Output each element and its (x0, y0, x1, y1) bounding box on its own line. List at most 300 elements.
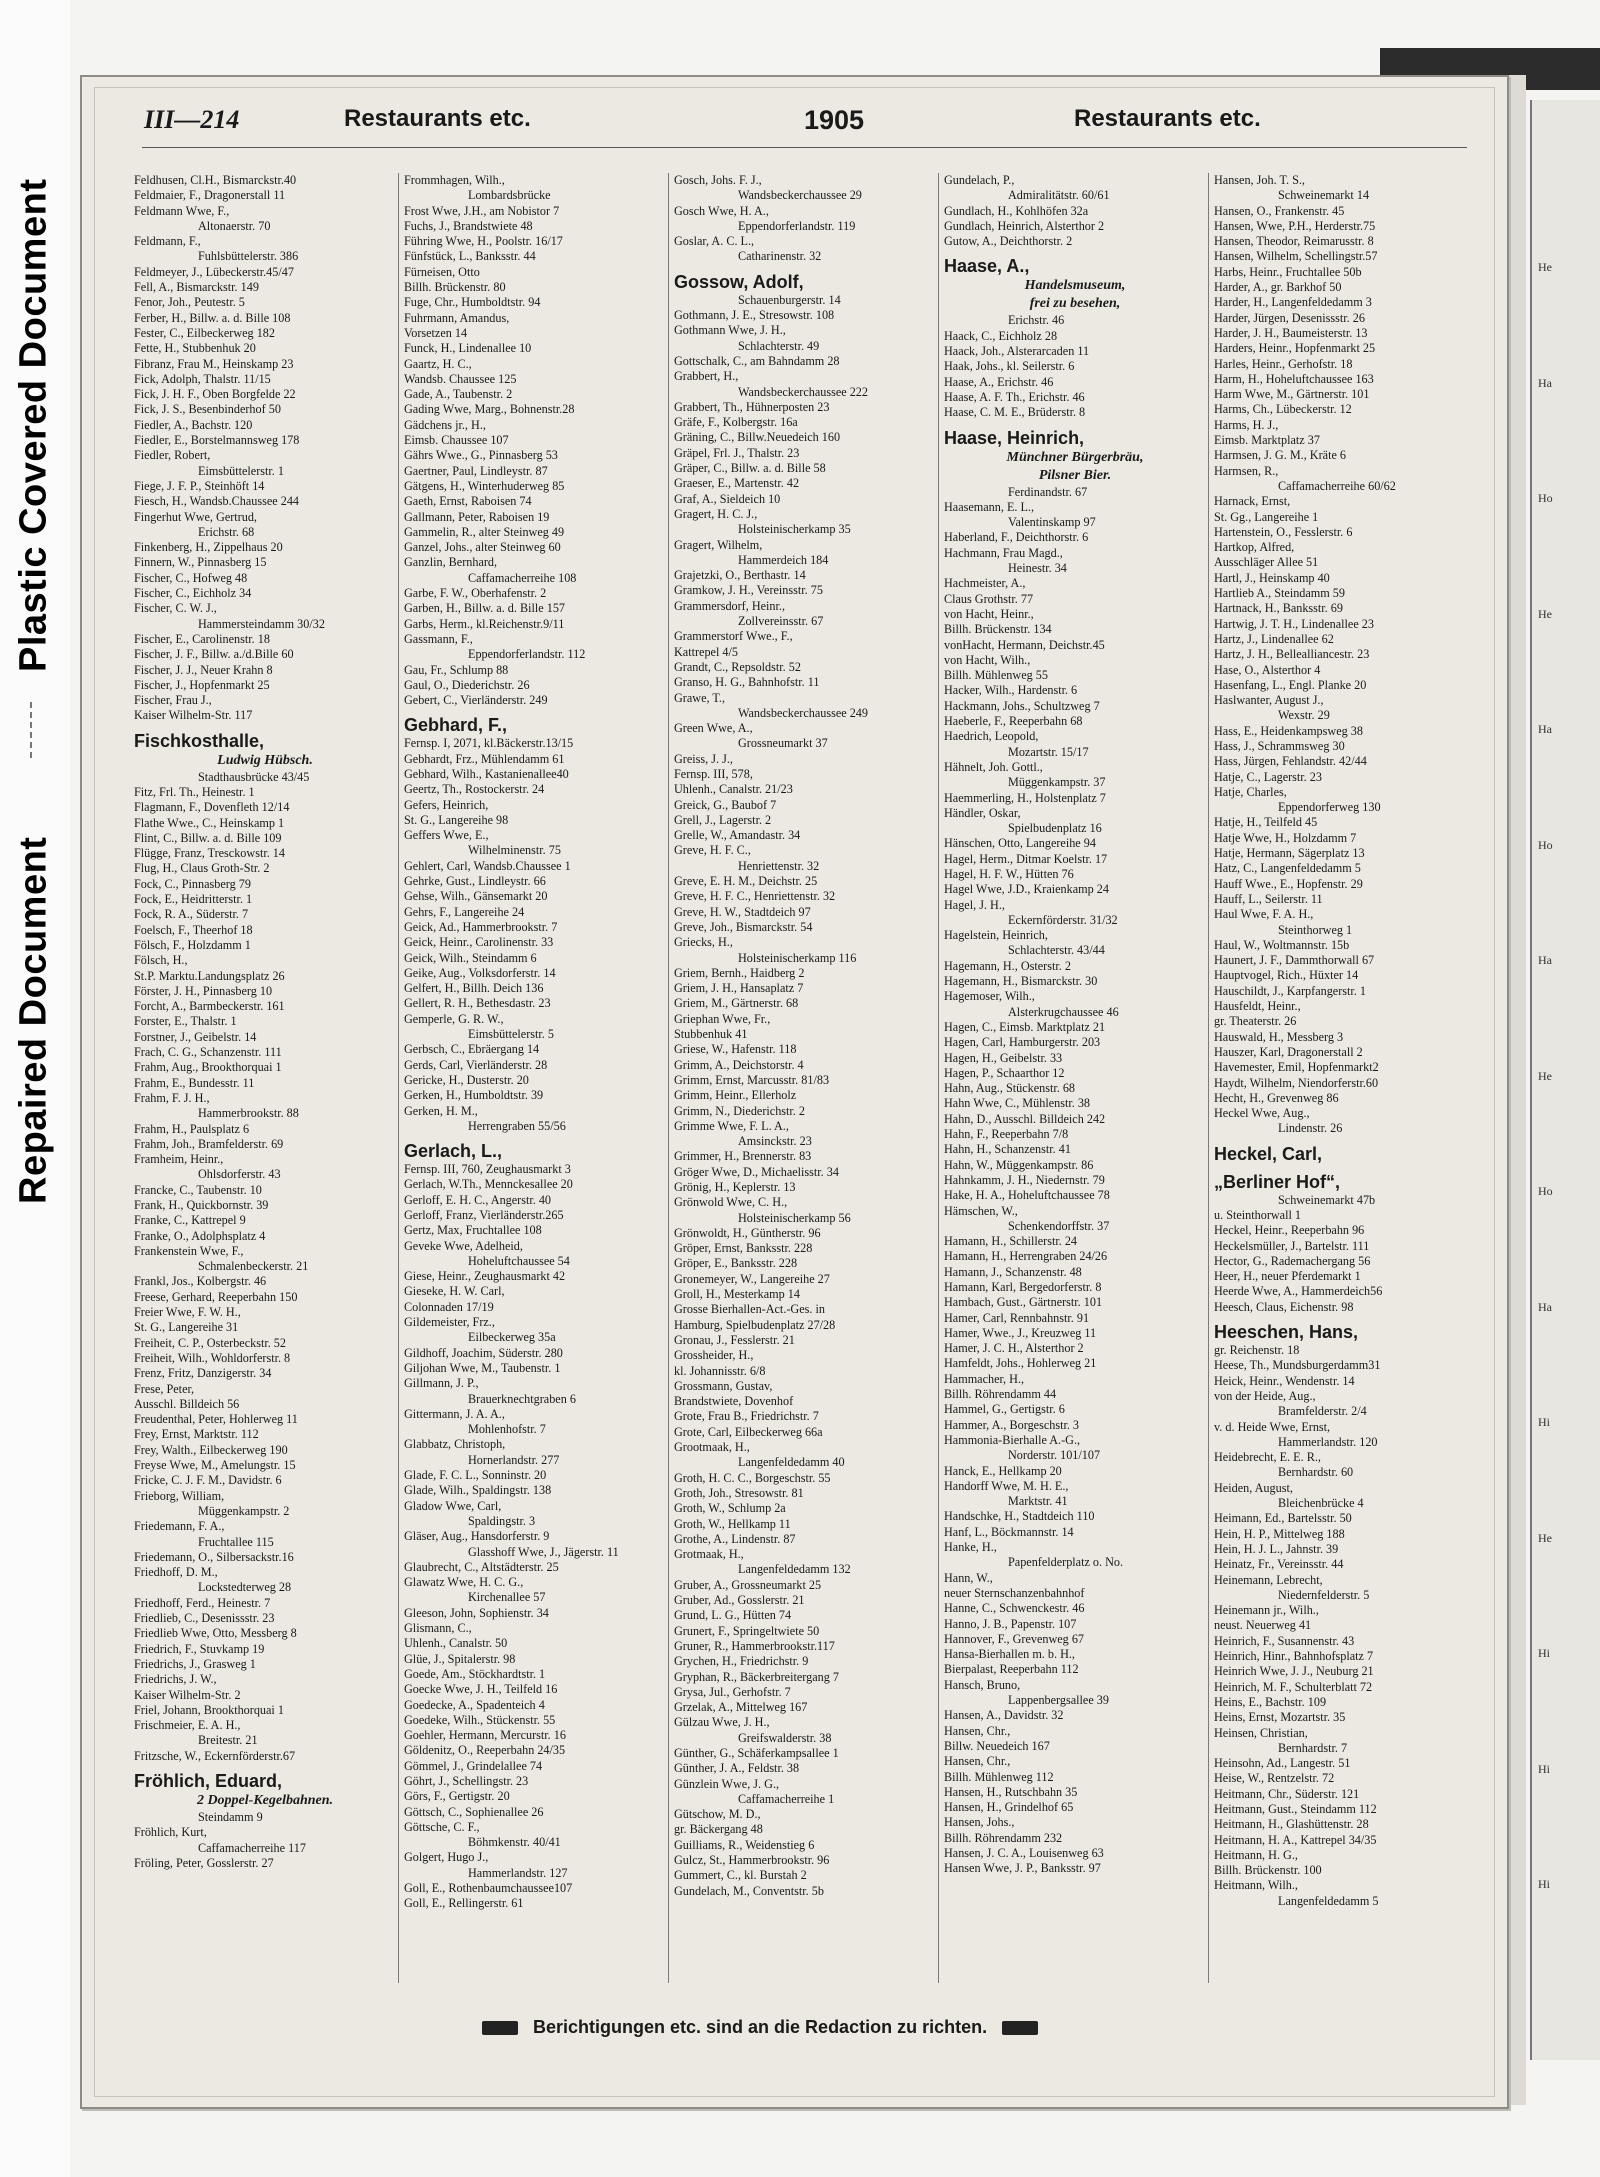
directory-entry: Hamburg, Spielbudenplatz 27/28 (674, 1317, 836, 1332)
directory-entry: Heitmann, Chr., Süderstr. 121 (1214, 1786, 1360, 1801)
directory-entry: Flügge, Franz, Tresckowstr. 14 (134, 846, 285, 861)
directory-entry: Kaiser Wilhelm-Str. 117 (134, 708, 253, 723)
directory-entry: Bernhardstr. 60 (1278, 1465, 1354, 1480)
directory-entry: Uhlenh., Canalstr. 21/23 (674, 782, 793, 797)
directory-entry: Hanne, C., Schwenckestr. 46 (944, 1601, 1085, 1616)
directory-entry: Hansen, Joh. T. S., (1214, 173, 1305, 187)
directory-entry: Heeschen, Hans, (1214, 1322, 1359, 1343)
directory-entry: Heerde Wwe, A., Hammerdeich56 (1214, 1284, 1383, 1299)
directory-entry: Gulcz, St., Hammerbrookstr. 96 (674, 1853, 830, 1868)
directory-entry: Harms, H. J., (1214, 417, 1279, 432)
directory-entry: Havemester, Emil, Hopfenmarkt2 (1214, 1060, 1379, 1075)
adjacent-page-fragment: He (1538, 260, 1552, 274)
directory-entry: Heinemann jr., Wilh., (1214, 1603, 1319, 1618)
directory-entry: Haasemann, E. L., (944, 499, 1035, 514)
directory-entry: Hansen, Chr., (944, 1754, 1011, 1769)
directory-entry: Pilsner Bier. (1038, 467, 1112, 483)
directory-entry: frei zu besehen, (1029, 296, 1121, 312)
directory-entry: Hasenfang, L., Engl. Planke 20 (1214, 677, 1367, 692)
directory-entry: Fiedler, Robert, (134, 448, 211, 463)
directory-entry: Gaertner, Paul, Lindleystr. 87 (404, 463, 548, 478)
directory-entry: Garbs, Herm., kl.Reichenstr.9/11 (404, 616, 565, 631)
directory-entry: Hansen, Wwe, P.H., Herderstr.75 (1214, 218, 1376, 233)
directory-entry: Bleichenbrücke 4 (1278, 1496, 1364, 1511)
directory-entry: Gülzau Wwe, J. H., (674, 1715, 770, 1730)
adjacent-page-fragment: Ha (1538, 1299, 1552, 1314)
directory-entry: von Hacht, Heinr., (944, 606, 1034, 621)
directory-entry: Gundlach, Heinrich, Alsterthor 2 (944, 218, 1105, 233)
directory-entry: Mozartstr. 15/17 (1008, 744, 1089, 759)
directory-entry: vonHacht, Hermann, Deichstr.45 (944, 637, 1105, 652)
directory-entry: Hartl, J., Heinskamp 40 (1214, 570, 1330, 585)
directory-entry: Hannover, F., Grevenweg 67 (944, 1631, 1085, 1646)
directory-entry: Lockstedterweg 28 (198, 1580, 292, 1595)
directory-entry: Fuhlsbüttelerstr. 386 (198, 249, 299, 264)
directory-entry: Caffamacherreihe 117 (198, 1840, 306, 1855)
directory-entry: Frahm, Aug., Brookthorquai 1 (134, 1060, 282, 1075)
directory-entry: Freyse Wwe, M., Amelungstr. 15 (134, 1458, 296, 1473)
directory-entry: Fischer, C., Eichholz 34 (134, 586, 252, 601)
directory-entry: Groth, W., Schlump 2a (674, 1501, 786, 1516)
directory-entry: Freiheit, Wilh., Wohldorferstr. 8 (134, 1350, 291, 1365)
directory-entry: Holsteinischerkamp 116 (738, 950, 857, 965)
directory-entry: Gragert, H. C. J., (674, 506, 758, 521)
directory-entry: Frey, Ernst, Marktstr. 112 (134, 1427, 259, 1442)
directory-entry: Haase, Heinrich, (944, 427, 1085, 448)
directory-entry: Glismann, C., (404, 1621, 472, 1636)
directory-entry: Fischer, J., Hopfenmarkt 25 (134, 677, 270, 692)
directory-entry: Flint, C., Billw. a. d. Bille 109 (134, 830, 282, 845)
directory-entry: Heidebrecht, E. E. R., (1214, 1450, 1321, 1465)
directory-entry: Gaeth, Ernst, Raboisen 74 (404, 494, 532, 509)
directory-entry: Norderstr. 101/107 (1008, 1448, 1101, 1463)
directory-entry: Flathe Wwe., C., Heinskamp 1 (134, 815, 285, 830)
directory-entry: Heckel Wwe, Aug., (1214, 1106, 1310, 1121)
directory-entry: Fick, J. H. F., Oben Borgfelde 22 (134, 387, 296, 402)
directory-entry: Gieseke, H. W. Carl, (404, 1284, 505, 1299)
directory-entry: Hahn, Aug., Stückenstr. 68 (944, 1081, 1076, 1096)
adjacent-page-fragment: Hi (1538, 1415, 1550, 1429)
directory-entry: Greve, Joh., Bismarckstr. 54 (674, 919, 813, 934)
directory-entry: Fernsp. III, 578, (674, 766, 753, 781)
directory-entry: Hämschen, W., (944, 1203, 1018, 1218)
directory-entry: Greifswalderstr. 38 (738, 1730, 832, 1745)
directory-entry: Hass, J., Schrammsweg 30 (1214, 738, 1345, 753)
directory-entry: Heins, Ernst, Mozartstr. 35 (1214, 1710, 1346, 1725)
directory-entry: Brauerknechtgraben 6 (468, 1391, 576, 1406)
directory-entry: Gerds, Carl, Vierländerstr. 28 (404, 1057, 548, 1072)
directory-entry: Caffamacherreihe 108 (468, 570, 577, 585)
directory-entry: Friedrichs, J., Grasweg 1 (134, 1656, 256, 1671)
directory-entry: Grund, L. G., Hütten 74 (674, 1608, 792, 1623)
directory-entry: Geick, Wilh., Steindamm 6 (404, 950, 537, 965)
directory-entry: Gladow Wwe, Carl, (404, 1498, 502, 1513)
directory-entry: Friedlieb Wwe, Otto, Messberg 8 (134, 1626, 297, 1641)
directory-entry: Gelfert, H., Billh. Deich 136 (404, 981, 544, 996)
directory-entry: Frankl, Jos., Kolbergstr. 46 (134, 1274, 267, 1289)
directory-entry: Gräfe, F., Kolbergstr. 16a (674, 415, 798, 430)
directory-entry: Garben, H., Billw. a. d. Bille 157 (404, 601, 566, 616)
directory-entry: Alsterkrugchaussee 46 (1008, 1004, 1119, 1019)
directory-entry: Uhlenh., Canalstr. 50 (404, 1636, 508, 1651)
adjacent-page-fragment: Hi (1538, 1761, 1550, 1776)
directory-entry: Grabbert, H., (674, 369, 739, 384)
directory-entry: Gallmann, Peter, Raboisen 19 (404, 509, 550, 524)
directory-entry: Hamer, Wwe., J., Kreuzweg 11 (944, 1325, 1097, 1340)
directory-entry: Heinatz, Fr., Vereinsstr. 44 (1214, 1557, 1344, 1572)
directory-entry: Gosch Wwe, H. A., (674, 203, 769, 218)
directory-entry: Billh. Röhrendamm 232 (944, 1830, 1063, 1845)
directory-entry: Grimm, N., Diederichstr. 2 (674, 1103, 805, 1118)
adjacent-page-fragment: Ho (1538, 1184, 1553, 1198)
directory-entry: Hartkop, Alfred, (1214, 540, 1295, 555)
directory-entry: Gebhard, F., (404, 715, 508, 736)
directory-entry: gr. Reichenstr. 18 (1214, 1343, 1300, 1358)
directory-entry: Gottschalk, C., am Bahndamm 28 (674, 353, 840, 368)
directory-entry: Fölsch, H., (134, 953, 188, 968)
directory-entry: Golgert, Hugo J., (404, 1850, 489, 1865)
directory-entry: Hatje Wwe, H., Holzdamm 7 (1214, 830, 1357, 845)
directory-entry: Günzlein Wwe, J. G., (674, 1776, 780, 1791)
directory-entry: Gömmel, J., Grindelallee 74 (404, 1758, 543, 1773)
directory-entry: Heinrich, Hinr., Bahnhofsplatz 7 (1214, 1649, 1374, 1664)
directory-entry: Gruner, R., Hammerbrookstr.117 (674, 1638, 835, 1653)
directory-entry: Schweinemarkt 14 (1278, 188, 1370, 203)
directory-entry: Harmsen, R., (1214, 463, 1279, 478)
directory-entry: Heitmann, H. G., (1214, 1847, 1298, 1862)
directory-entry: Hackmann, Johs., Schultzweg 7 (944, 698, 1100, 713)
directory-entry: Eimsb. Marktplatz 37 (1214, 433, 1320, 448)
directory-entry: Goecke Wwe, J. H., Teilfeld 16 (404, 1682, 558, 1697)
directory-entry: Böhmkenstr. 40/41 (468, 1835, 561, 1850)
directory-entry: Hahn Wwe, C., Mühlenstr. 38 (944, 1096, 1091, 1111)
directory-entry: Hammerdeich 184 (738, 552, 829, 567)
directory-entry: Haberland, F., Deichthorstr. 6 (944, 530, 1089, 545)
directory-entry: Haul Wwe, F. A. H., (1214, 907, 1314, 922)
directory-entry: Kaiser Wilhelm-Str. 2 (134, 1687, 241, 1702)
directory-entry: Haul, W., Woltmannstr. 15b (1214, 937, 1350, 952)
directory-entry: Niedernfelderstr. 5 (1278, 1587, 1370, 1602)
directory-entry: Freier Wwe, F. W. H., (134, 1305, 241, 1320)
directory-entry: Grosse Bierhallen-Act.-Ges. in (674, 1302, 825, 1317)
directory-entry: Göhrt, J., Schellingstr. 23 (404, 1773, 529, 1788)
directory-entry: Hass, Jürgen, Fehlandstr. 42/44 (1214, 754, 1367, 769)
directory-entry: Gosch, Johs. F. J., (674, 173, 762, 187)
directory-entry: Hanke, H., (944, 1540, 997, 1555)
directory-entry: Gehse, Wilh., Gänsemarkt 20 (404, 889, 548, 904)
directory-entry: Harder, J. H., Baumeisterstr. 13 (1214, 325, 1368, 340)
directory-entry: Finkenberg, H., Zippelhaus 20 (134, 540, 283, 555)
directory-entry: Hauptvogel, Rich., Hüxter 14 (1214, 968, 1359, 983)
directory-entry: Billh. Brückenstr. 100 (1214, 1863, 1322, 1878)
directory-entry: Claus Grothstr. 77 (944, 591, 1034, 606)
directory-entry: Gerbsch, C., Ebräergang 14 (404, 1042, 540, 1057)
adjacent-page-fragment: He (1538, 1068, 1552, 1083)
directory-entry: Fibranz, Frau M., Heinskamp 23 (134, 356, 294, 371)
directory-entry: Münchner Bürgerbräu, (1006, 449, 1144, 465)
directory-entry: Fuge, Chr., Humboldtstr. 94 (404, 295, 541, 310)
directory-entry: Wandsbeckerchaussee 222 (738, 384, 868, 399)
directory-entry: Hamann, Karl, Bergedorferstr. 8 (944, 1280, 1102, 1294)
directory-entry: Hein, H. P., Mittelweg 188 (1214, 1526, 1345, 1541)
directory-entry: Catharinenstr. 32 (738, 249, 822, 264)
directory-entry: Zollvereinsstr. 67 (738, 614, 824, 629)
directory-entry: Giljohan Wwe, M., Taubenstr. 1 (404, 1360, 561, 1375)
directory-entry: Graf, A., Sieldeich 10 (674, 491, 781, 506)
directory-entry: Heins, E., Bachstr. 109 (1214, 1694, 1327, 1709)
directory-entry: Feldmaier, F., Dragonerstall 11 (134, 188, 286, 203)
directory-entry: Grzelak, A., Mittelweg 167 (674, 1700, 808, 1715)
directory-entry: neuer Sternschanzenbahnhof (944, 1585, 1085, 1600)
directory-entry: Gragert, Wilhelm, (674, 537, 763, 552)
directory-entry: Friedemann, F. A., (134, 1519, 225, 1534)
directory-entry: Eppendorferweg 130 (1278, 800, 1381, 815)
directory-entry: Fell, A., Bismarckstr. 149 (134, 280, 259, 295)
directory-entry: Erichstr. 68 (198, 524, 255, 539)
directory-entry: Fick, J. S., Besenbinderhof 50 (134, 402, 281, 417)
directory-entry: Frese, Peter, (134, 1381, 195, 1396)
directory-entry: Wandsb. Chaussee 125 (404, 371, 517, 386)
directory-entry: Stubbenhuk 41 (674, 1027, 748, 1042)
directory-entry: Fröling, Peter, Gosslerstr. 27 (134, 1855, 274, 1870)
repaired-document-label: Repaired Document (12, 836, 55, 1204)
directory-entry: Gossow, Adolf, (674, 271, 804, 292)
directory-entry: Geick, Ad., Hammerbrookstr. 7 (404, 919, 558, 934)
directory-entry: Fricke, C. J. F. M., Davidstr. 6 (134, 1473, 282, 1488)
directory-entry: Hansen Wwe, J. P., Banksstr. 97 (944, 1861, 1101, 1876)
page-number: III—214 (144, 105, 240, 134)
directory-entry: Giese, Heinr., Zeughausmarkt 42 (404, 1269, 566, 1284)
directory-entry: Fuchs, J., Brandstwiete 48 (404, 218, 533, 233)
directory-entry: Hecht, H., Grevenweg 86 (1214, 1090, 1339, 1105)
directory-entry: Gundlach, H., Kohlhöfen 32a (944, 203, 1089, 218)
directory-entry: Feldmeyer, J., Lübeckerstr.45/47 (134, 264, 294, 279)
directory-entry: Hartz, J., Lindenallee 62 (1214, 631, 1334, 646)
directory-entry: Gemperle, G. R. W., (404, 1011, 504, 1026)
directory-entry: Forster, E., Thalstr. 1 (134, 1014, 237, 1029)
directory-entry: Hatje, C., Lagerstr. 23 (1214, 769, 1322, 784)
directory-entry: Vorsetzen 14 (404, 325, 468, 340)
directory-entry: Forstner, J., Geibelstr. 14 (134, 1029, 257, 1044)
directory-entry: Gütschow, M. D., (674, 1807, 761, 1822)
directory-entry: Gau, Fr., Schlump 88 (404, 662, 509, 677)
directory-entry: Gramkow, J. H., Vereinsstr. 75 (674, 583, 823, 598)
directory-entry: Bernhardstr. 7 (1278, 1740, 1348, 1755)
plastic-covered-label: Plastic Covered Document (12, 178, 55, 672)
directory-entry: Admiralitätstr. 60/61 (1008, 188, 1110, 203)
directory-entry: Hanck, E., Hellkamp 20 (944, 1463, 1062, 1478)
directory-entry: Gährs Wwe., G., Pinnasberg 53 (404, 448, 558, 463)
directory-entry: Fester, C., Eilbeckerweg 182 (134, 325, 275, 340)
directory-entry: Frahm, H., Paulsplatz 6 (134, 1121, 250, 1136)
directory-entry: Hammel, G., Gertigstr. 6 (944, 1402, 1065, 1417)
directory-entry: Hatje, H., Teilfeld 45 (1214, 815, 1318, 830)
directory-entry: Fischer, J. J., Neuer Krahn 8 (134, 662, 273, 677)
directory-entry: Grote, Carl, Eilbeckerweg 66a (674, 1424, 823, 1439)
directory-entry: Gothmann, J. E., Stresowstr. 108 (674, 308, 835, 323)
directory-entry: Heesch, Claus, Eichenstr. 98 (1214, 1299, 1354, 1314)
directory-entry: Marktstr. 41 (1008, 1494, 1068, 1509)
directory-entry: Green Wwe, A., (674, 721, 753, 736)
directory-entry: Fock, E., Heidritterstr. 1 (134, 892, 253, 907)
directory-entry: Handelsmuseum, (1024, 278, 1126, 294)
directory-entry: Heimann, Ed., Bartelsstr. 50 (1214, 1511, 1352, 1526)
directory-entry: Freese, Gerhard, Reeperbahn 150 (134, 1289, 298, 1304)
directory-entry: Griem, Bernh., Haidberg 2 (674, 965, 805, 980)
directory-entry: Heinrich, F., Susannenstr. 43 (1214, 1633, 1355, 1648)
directory-entry: Hartlieb A., Steindamm 59 (1214, 586, 1345, 601)
directory-entry: Grammerstorf Wwe., F., (674, 629, 793, 644)
directory-entry: Hamann, H., Schillerstr. 24 (944, 1234, 1078, 1249)
directory-entry: Gruber, Ad., Gosslerstr. 21 (674, 1593, 805, 1608)
directory-entry: Fischer, J. F., Billw. a./d.Bille 60 (134, 647, 294, 662)
directory-entry: Caffamacherreihe 60/62 (1278, 478, 1396, 493)
directory-entry: Grimm, Heinr., Ellerholz (674, 1088, 797, 1103)
directory-entry: Grandt, C., Repsoldstr. 52 (674, 659, 801, 674)
directory-entry: Grönwoldt, H., Güntherstr. 96 (674, 1225, 821, 1240)
directory-entry: Hammer, A., Borgeschstr. 3 (944, 1417, 1080, 1432)
directory-column-3 (674, 173, 936, 1899)
directory-entry: Gehrs, F., Langereihe 24 (404, 904, 525, 919)
directory-entry: Fölsch, F., Holzdamm 1 (134, 937, 251, 952)
directory-entry: Heitmann, Wilh., (1214, 1878, 1298, 1893)
directory-entry: Heick, Heinr., Wendenstr. 14 (1214, 1373, 1355, 1388)
directory-entry: Heinsen, Christian, (1214, 1725, 1308, 1740)
directory-entry: Geffers Wwe, E., (404, 828, 489, 843)
directory-entry: Fischer, C., Hofweg 48 (134, 570, 248, 585)
directory-entry: Hansen, H., Rutschbahn 35 (944, 1784, 1078, 1799)
directory-entry: Harders, Heinr., Hopfenmarkt 25 (1214, 341, 1376, 356)
directory-entry: Langenfeldedamm 132 (738, 1562, 851, 1577)
directory-entry: Hatz, C., Langenfeldedamm 5 (1214, 861, 1361, 876)
directory-entry: von Hacht, Wilh., (944, 652, 1031, 667)
pointing-hand-icon (1002, 2021, 1038, 2035)
directory-entry: Wandsbeckerchaussee 29 (738, 188, 862, 203)
directory-entry: Hansa-Bierhallen m. b. H., (944, 1647, 1075, 1662)
directory-entry: Hagel Wwe, J.D., Kraienkamp 24 (944, 882, 1109, 897)
directory-entry: Hachmeister, A., (944, 576, 1026, 591)
directory-entry: Hamfeldt, Johs., Hohlerweg 21 (944, 1356, 1097, 1371)
directory-entry: Wexstr. 29 (1278, 708, 1330, 723)
directory-entry: Ferber, H., Billw. a. d. Bille 108 (134, 310, 291, 325)
directory-entry: Groth, H. C. C., Borgeschstr. 55 (674, 1470, 831, 1485)
directory-entry: Goslar, A. C. L., (674, 234, 755, 249)
directory-entry: Harm Wwe, M., Gärtnerstr. 101 (1214, 387, 1370, 402)
directory-entry: Franke, O., Adolphsplatz 4 (134, 1228, 266, 1243)
directory-entry: Gebhardt, Frz., Mühlendamm 61 (404, 751, 565, 766)
directory-entry: Hamer, J. C. H., Alsterthor 2 (944, 1341, 1084, 1356)
directory-entry: Herrengraben 55/56 (468, 1118, 566, 1133)
directory-entry: Framheim, Heinr., (134, 1152, 224, 1167)
directory-entry: Grootmaak, H., (674, 1440, 750, 1455)
directory-entry: Günther, J. A., Feldstr. 38 (674, 1761, 800, 1776)
directory-entry: Ganzel, Johs., alter Steinweg 60 (404, 540, 561, 555)
directory-entry: Göttsch, C., Sophienallee 26 (404, 1804, 544, 1819)
directory-entry: Goehler, Hermann, Mercurstr. 16 (404, 1728, 566, 1743)
margin-divider (30, 702, 32, 758)
directory-entry: Brandstwiete, Dovenhof (674, 1394, 794, 1409)
directory-entry: Hoheluftchaussee 54 (468, 1253, 570, 1268)
directory-entry: Hagen, H., Geibelstr. 33 (944, 1050, 1063, 1065)
directory-entry: Fernsp. III, 760, Zeughausmarkt 3 (404, 1162, 571, 1177)
directory-entry: Haase, A., (944, 256, 1030, 277)
directory-entry: Gehlert, Carl, Wandsb.Chaussee 1 (404, 858, 571, 873)
directory-entry: Gerloff, Franz, Vierländerstr.265 (404, 1208, 564, 1222)
directory-entry: Hauff, L., Seilerstr. 11 (1214, 891, 1323, 906)
directory-entry: Greve, H. F. C., Henriettenstr. 32 (674, 889, 836, 904)
directory-entry: Hartwig, J. T. H., Lindenallee 23 (1214, 616, 1374, 631)
directory-entry: Frach, C. G., Schanzenstr. 111 (134, 1045, 282, 1060)
adjacent-page-edge (1530, 100, 1600, 2060)
directory-entry: Geike, Aug., Volksdorferstr. 14 (404, 965, 556, 980)
directory-entry: Grossmann, Gustav, (674, 1378, 773, 1393)
directory-entry: Bramfelderstr. 2/4 (1278, 1404, 1367, 1419)
directory-entry: Griem, M., Gärtnerstr. 68 (674, 996, 799, 1011)
directory-entry: Eppendorferlandstr. 112 (468, 647, 586, 662)
directory-entry: Hahn, H., Schanzenstr. 41 (944, 1142, 1071, 1157)
directory-entry: Gittermann, J. A. A., (404, 1406, 505, 1421)
directory-entry: Heinestr. 34 (1008, 561, 1067, 576)
directory-entry: Fock, R. A., Süderstr. 7 (134, 907, 249, 922)
directory-entry: Gebert, C., Vierländerstr. 249 (404, 693, 548, 708)
directory-entry: Harms, Ch., Lübeckerstr. 12 (1214, 402, 1352, 417)
directory-entry: Grossneumarkt 37 (738, 736, 828, 751)
section-title-right: Restaurants etc. (1074, 105, 1261, 132)
directory-entry: Göldenitz, O., Reeperbahn 24/35 (404, 1743, 566, 1758)
directory-entry: Goll, E., Rellingerstr. 61 (404, 1896, 524, 1911)
directory-entry: Gehrke, Gust., Lindleystr. 66 (404, 874, 546, 889)
directory-entry: Lombardsbrücke (468, 188, 551, 203)
directory-entry: Harder, A., gr. Barkhof 50 (1214, 280, 1342, 295)
directory-entry: Hammerbrookstr. 88 (198, 1106, 299, 1121)
directory-entry: Fitz, Frl. Th., Heinestr. 1 (134, 784, 255, 799)
directory-entry: Hagen, P., Schaarthor 12 (944, 1065, 1065, 1080)
directory-entry: gr. Bäckergang 48 (674, 1822, 763, 1837)
directory-entry: Grotmaak, H., (674, 1547, 744, 1562)
directory-entry: Gronemeyer, W., Langereihe 27 (674, 1271, 830, 1286)
directory-entry: Hammacher, H., (944, 1371, 1025, 1386)
directory-entry: Grote, Frau B., Friedrichstr. 7 (674, 1409, 819, 1424)
directory-entry: Hänschen, Otto, Langereihe 94 (944, 836, 1096, 851)
directory-entry: Hahn, D., Ausschl. Billdeich 242 (944, 1111, 1106, 1126)
directory-entry: Heinsohn, Ad., Langestr. 51 (1214, 1756, 1351, 1771)
directory-entry: Fruchtallee 115 (198, 1534, 274, 1549)
directory-entry: Harbs, Heinr., Fruchtallee 50b (1214, 264, 1362, 279)
directory-entry: Groth, W., Hellkamp 11 (674, 1516, 791, 1531)
directory-entry: Grimme Wwe, F. L. A., (674, 1118, 789, 1133)
directory-entry: Hansen, H., Grindelhof 65 (944, 1800, 1074, 1815)
directory-entry: Gräpel, Frl. J., Thalstr. 23 (674, 445, 800, 460)
directory-entry: Erichstr. 46 (1008, 313, 1065, 328)
directory-entry: Fischer, C. W. J., (134, 601, 217, 616)
directory-entry: Fiege, J. F. P., Steinhöft 14 (134, 478, 265, 493)
directory-entry: Gläser, Aug., Hansdorferstr. 9 (404, 1529, 550, 1544)
directory-entry: Billh. Mühlenweg 112 (944, 1769, 1054, 1784)
directory-entry: Foelsch, F., Theerhof 18 (134, 922, 253, 937)
directory-entry: Fischer, Frau J., (134, 693, 212, 708)
directory-entry: Gellert, R. H., Bethesdastr. 23 (404, 996, 551, 1011)
directory-entry: Gädchens jr., H., (404, 417, 486, 432)
directory-entry: Grelle, W., Amandastr. 34 (674, 828, 801, 843)
directory-entry: Kirchenallee 57 (468, 1590, 546, 1605)
adjacent-page-fragment: Ha (1538, 953, 1552, 967)
column-divider (398, 173, 399, 1983)
directory-entry: Granso, H. G., Bahnhofstr. 11 (674, 675, 820, 690)
directory-entry: Glasshoff Wwe, J., Jägerstr. 11 (468, 1544, 619, 1559)
footer-note: Berichtigungen etc. sind an die Redaction zu richten. (533, 2017, 988, 2037)
directory-entry: Gruber, A., Grossneumarkt 25 (674, 1577, 822, 1592)
directory-entry: Guilliams, R., Weidenstieg 6 (674, 1837, 815, 1852)
